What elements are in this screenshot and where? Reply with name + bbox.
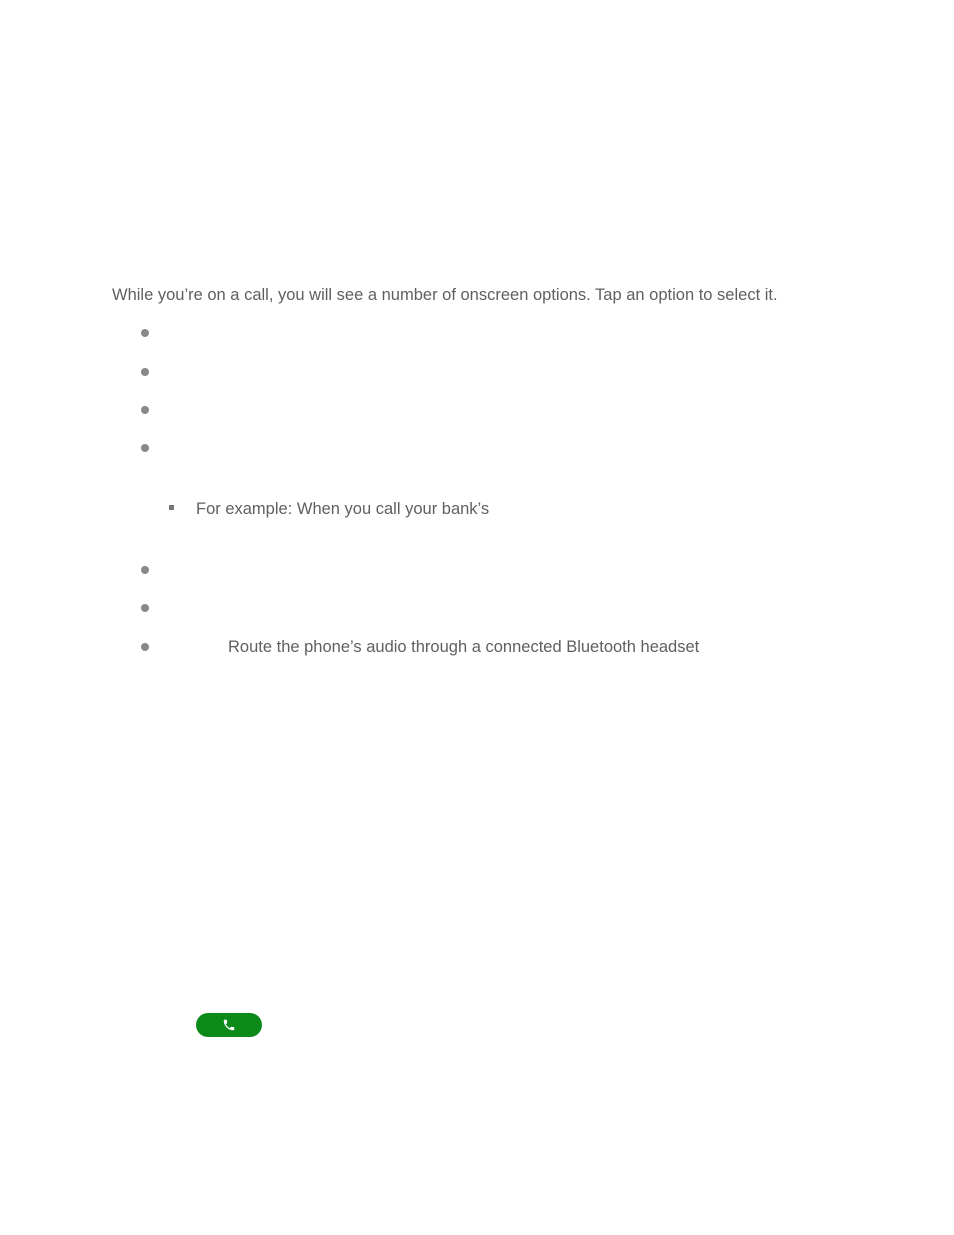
call-button[interactable] — [196, 1013, 262, 1037]
sub-item-text: For example: When you call your bank’s — [196, 500, 490, 518]
bullet-1 — [141, 329, 149, 337]
bluetooth-item-text: Route the phone’s audio through a connected Bluetooth headset — [228, 638, 700, 656]
bullet-6 — [141, 604, 149, 612]
bullet-2 — [141, 368, 149, 376]
bullet-3 — [141, 406, 149, 414]
intro-paragraph: While you’re on a call, you will see a number of onscreen options. Tap an option to select it. — [112, 286, 778, 304]
bullet-4 — [141, 444, 149, 452]
sub-bullet — [169, 505, 174, 510]
bullet-5 — [141, 566, 149, 574]
bullet-7 — [141, 643, 149, 651]
phone-icon — [222, 1018, 236, 1032]
